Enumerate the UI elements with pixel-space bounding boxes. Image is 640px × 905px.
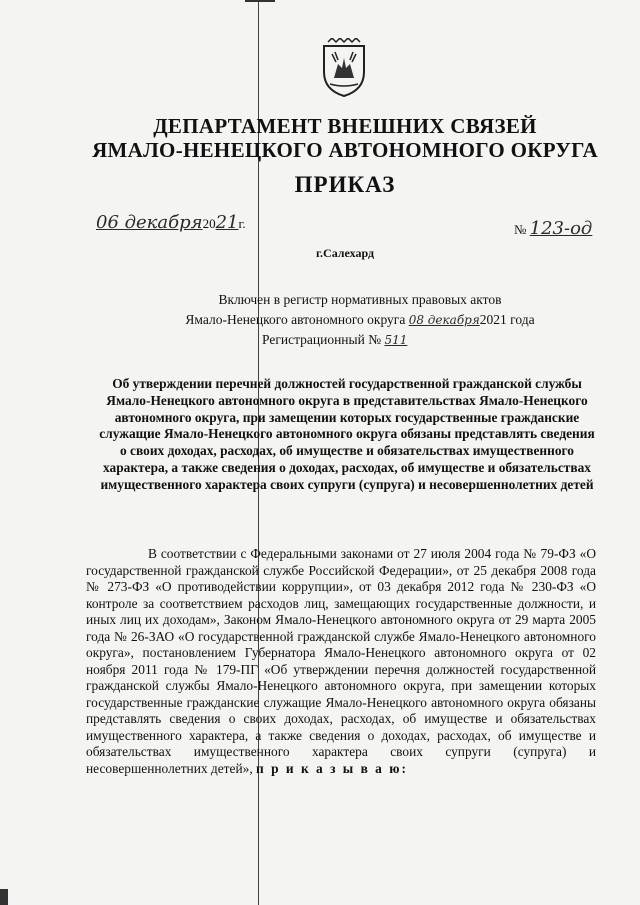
handwritten-number: 123-од xyxy=(529,218,593,239)
scan-corner-mark xyxy=(0,889,8,905)
handwritten-year: 21 xyxy=(215,212,239,233)
date-suffix: г. xyxy=(238,216,246,231)
registration-line2 xyxy=(150,312,570,328)
document-type-title: ПРИКАЗ xyxy=(294,172,396,197)
order-command: п р и к а з ы в а ю: xyxy=(256,760,408,776)
department-name-line1: ДЕПАРТАМЕНТ ВНЕШНИХ СВЯЗЕЙ xyxy=(153,114,537,138)
registration-line2-suffix: 2021 года xyxy=(479,312,535,327)
department-name-line2: ЯМАЛО-НЕНЕЦКОГО АВТОНОМНОГО ОКРУГА xyxy=(92,138,598,162)
registration-line2-prefix: Ямало-Ненецкого автономного округа xyxy=(185,312,406,327)
order-date xyxy=(96,212,246,233)
registration-line3 xyxy=(262,332,640,348)
registration-line1: Включен в регистр нормативных правовых актов xyxy=(218,292,502,307)
number-prefix: № xyxy=(514,222,527,237)
scan-mark xyxy=(245,0,275,2)
order-body-paragraph xyxy=(86,546,596,777)
coat-of-arms-icon xyxy=(318,38,370,98)
handwritten-date: 06 декабря xyxy=(96,212,203,233)
order-number xyxy=(514,218,592,239)
body-paragraph-text: В соответствии с Федеральными законами от 27 июля 2004 года № 79-ФЗ «О государственной гражданской службе Российской Федерации», от 25 декабря 2008 года № 273-ФЗ «О противодействии коррупции», от 03 декабря 2012 года № 230-ФЗ «О контроле за соответствием расходов лиц, замещающих государственные должности, и иных лиц их доходам», Законом Ямало-Ненецкого автономного округа от 29 марта 2005 года № 26-ЗАО «О государственной гражданской службе Ямало-Ненецкого автономного округа», постановлением Губернатора Ямало-Ненецкого автономного округа от 02 ноября 2011 года № 179-ПГ «Об утверждении перечня должностей государственной гражданской службы Ямало-Ненецкого автономного округа, при замещении которых государственные гражданские служащие Ямало-Ненецкого автономного округа обязаны представлять сведения о своих доходах, расходах, об имуществе и обязательствах имущественного характера, а также сведения о доходах, расходах, об имуществе и обязательствах имущественного характера своих супруги (супруга) и несовершеннолетних детей», xyxy=(86,546,596,776)
registration-handwritten-number: 511 xyxy=(384,333,408,347)
date-year-prefix: 20 xyxy=(202,216,216,231)
city-label: г.Салехард xyxy=(315,246,375,260)
order-subject: Об утверждении перечней должностей государственной гражданской службы Ямало-Ненецкого автономного округа в представительствах Ямало-Ненецкого автономного округа, при замещении которых государственные гражданские служащие Ямало-Ненецкого автономного округа обязаны представлять сведения о своих доходах, расходах, об имуществе и обязательствах имущественного характера, а также сведения о доходах, расходах, об имуществе и обязательствах имущественного характера своих супруги (супруга) и несовершеннолетних детей xyxy=(99,376,595,492)
registration-number-prefix: Регистрационный № xyxy=(262,332,382,347)
registration-handwritten-date: 08 декабря xyxy=(408,313,480,327)
